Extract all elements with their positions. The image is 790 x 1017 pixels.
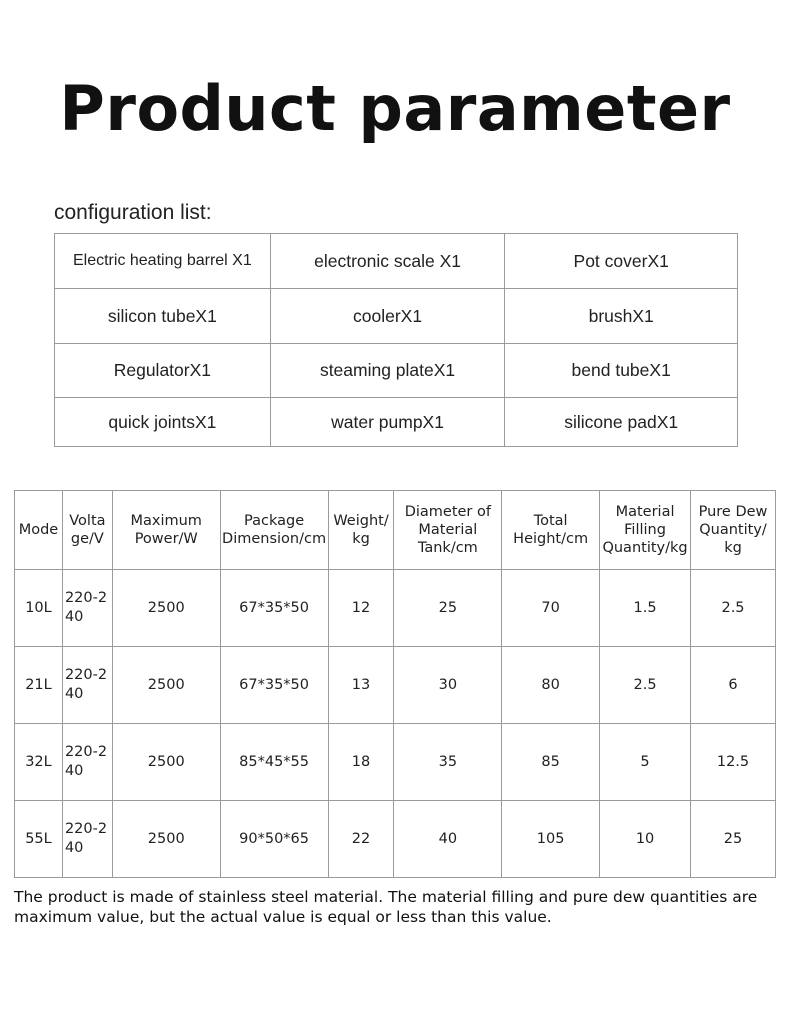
config-cell: silicon tubeX1 xyxy=(55,289,271,344)
config-cell: electronic scale X1 xyxy=(270,234,505,289)
cell-voltage: 220-2 40 xyxy=(62,647,112,724)
cell-dew: 6 xyxy=(691,647,776,724)
cell-voltage: 220-2 40 xyxy=(62,570,112,647)
cell-package: 67*35*50 xyxy=(220,647,328,724)
header-max-power: Maximum Power/W xyxy=(112,491,220,570)
table-row xyxy=(15,570,776,647)
cell-weight: 12 xyxy=(328,570,394,647)
cell-mode: 32L xyxy=(15,724,63,801)
cell-voltage: 220-2 40 xyxy=(62,724,112,801)
config-row xyxy=(55,344,738,398)
cell-height: 80 xyxy=(502,647,600,724)
cell-package: 90*50*65 xyxy=(220,801,328,878)
cell-weight: 18 xyxy=(328,724,394,801)
cell-diameter: 40 xyxy=(394,801,502,878)
config-cell: coolerX1 xyxy=(270,289,505,344)
config-row xyxy=(55,234,738,289)
cell-package: 67*35*50 xyxy=(220,570,328,647)
cell-height: 85 xyxy=(502,724,600,801)
config-cell: water pumpX1 xyxy=(270,398,505,447)
page-title: Product parameter xyxy=(59,72,731,145)
cell-dew: 25 xyxy=(691,801,776,878)
config-cell: RegulatorX1 xyxy=(55,344,271,398)
configuration-table xyxy=(54,233,738,447)
cell-package: 85*45*55 xyxy=(220,724,328,801)
cell-power: 2500 xyxy=(112,801,220,878)
cell-power: 2500 xyxy=(112,647,220,724)
cell-filling: 10 xyxy=(600,801,691,878)
config-cell: quick jointsX1 xyxy=(55,398,271,447)
cell-mode: 10L xyxy=(15,570,63,647)
cell-filling: 1.5 xyxy=(600,570,691,647)
header-weight: Weight/ kg xyxy=(328,491,394,570)
config-row xyxy=(55,398,738,447)
cell-weight: 22 xyxy=(328,801,394,878)
cell-filling: 2.5 xyxy=(600,647,691,724)
cell-power: 2500 xyxy=(112,570,220,647)
parameter-table xyxy=(14,490,776,878)
header-voltage: Volta ge/V xyxy=(62,491,112,570)
cell-filling: 5 xyxy=(600,724,691,801)
config-cell: Pot coverX1 xyxy=(505,234,738,289)
cell-dew: 12.5 xyxy=(691,724,776,801)
header-pure-dew-quantity: Pure Dew Quantity/ kg xyxy=(691,491,776,570)
config-cell: brushX1 xyxy=(505,289,738,344)
table-row xyxy=(15,647,776,724)
cell-diameter: 25 xyxy=(394,570,502,647)
cell-diameter: 30 xyxy=(394,647,502,724)
cell-voltage: 220-2 40 xyxy=(62,801,112,878)
header-row xyxy=(15,491,776,570)
cell-weight: 13 xyxy=(328,647,394,724)
header-tank-diameter: Diameter of Material Tank/cm xyxy=(394,491,502,570)
configuration-list-label: configuration list: xyxy=(54,201,212,224)
header-filling-quantity: Material Filling Quantity/kg xyxy=(600,491,691,570)
config-cell: Electric heating barrel X1 xyxy=(55,234,271,289)
table-row xyxy=(15,724,776,801)
cell-mode: 21L xyxy=(15,647,63,724)
header-package-dimension: Package Dimension/cm xyxy=(220,491,328,570)
cell-height: 70 xyxy=(502,570,600,647)
cell-height: 105 xyxy=(502,801,600,878)
cell-mode: 55L xyxy=(15,801,63,878)
cell-power: 2500 xyxy=(112,724,220,801)
table-row xyxy=(15,801,776,878)
config-cell: silicone padX1 xyxy=(505,398,738,447)
config-row xyxy=(55,289,738,344)
config-cell: bend tubeX1 xyxy=(505,344,738,398)
config-cell: steaming plateX1 xyxy=(270,344,505,398)
header-mode: Mode xyxy=(15,491,63,570)
header-total-height: Total Height/cm xyxy=(502,491,600,570)
cell-diameter: 35 xyxy=(394,724,502,801)
material-note: The product is made of stainless steel material. The material filling and pure dew quantities are maximum value, but the actual value is equal or less than this value. xyxy=(14,888,758,926)
cell-dew: 2.5 xyxy=(691,570,776,647)
